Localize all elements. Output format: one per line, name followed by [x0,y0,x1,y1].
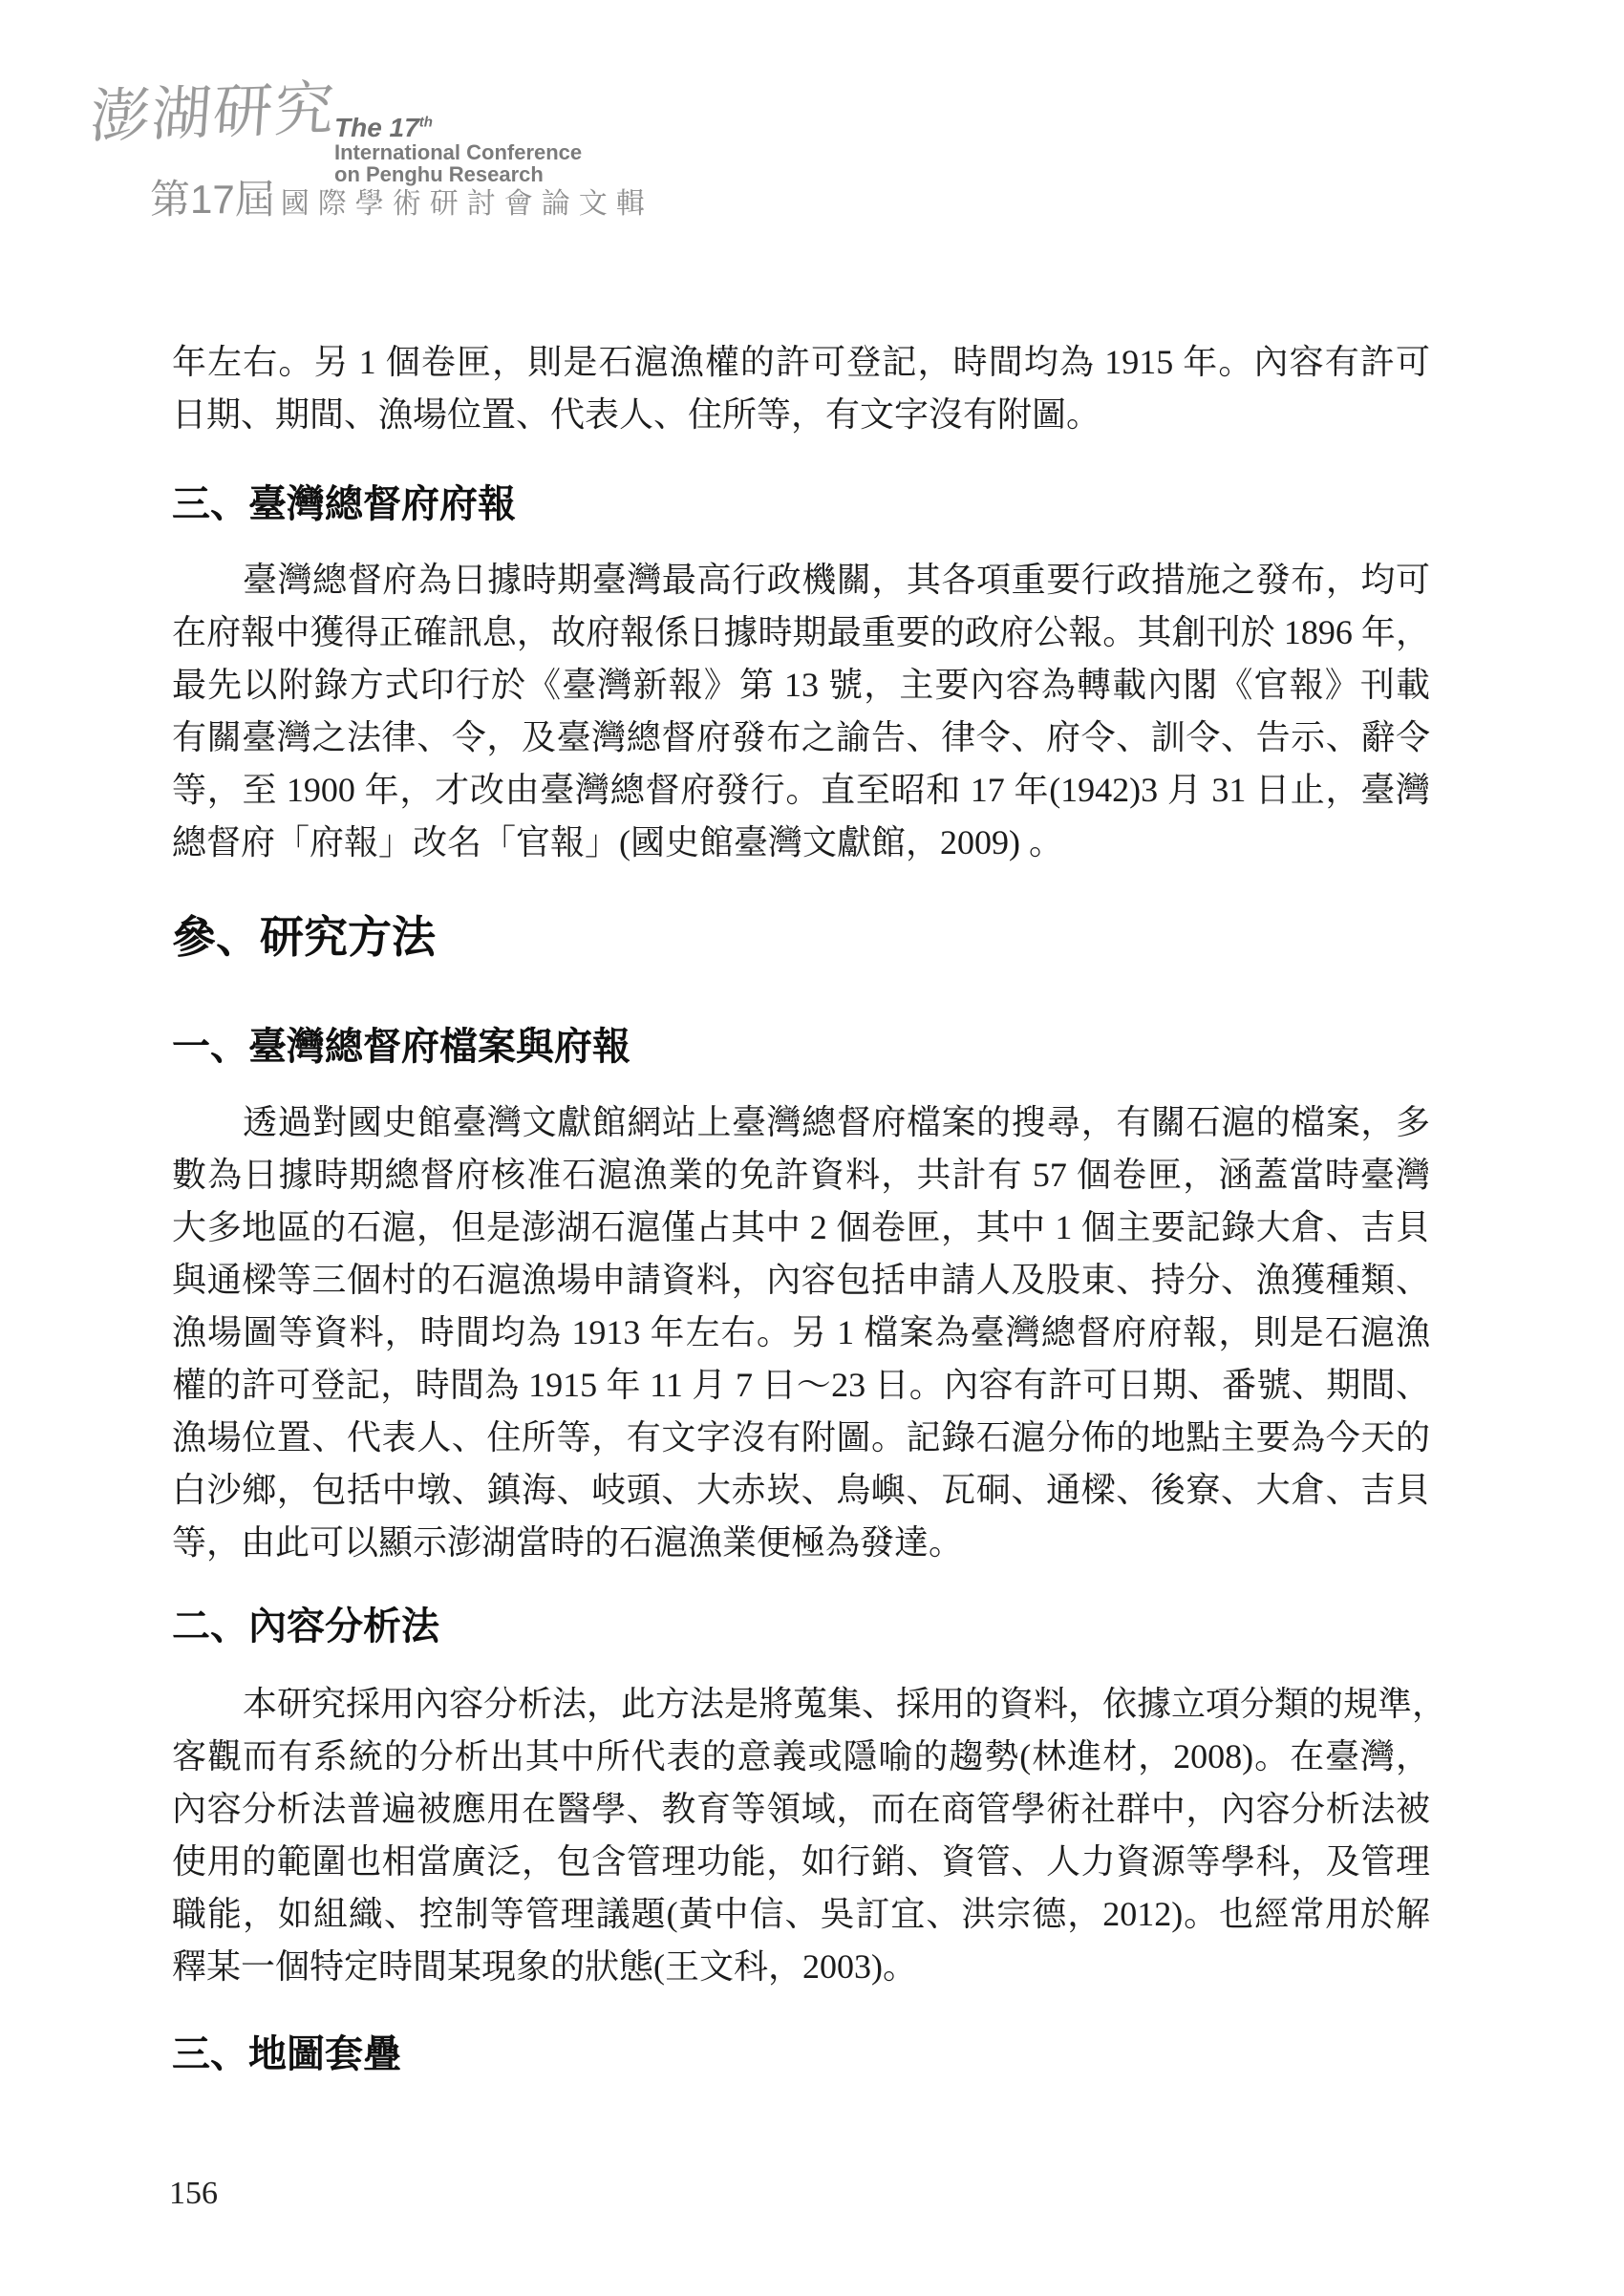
text-line: 日期、期間、漁場位置、代表人、住所等，有文字沒有附圖。 [172,395,1101,434]
section-heading-archives: 一、臺灣總督府檔案與府報 [172,1025,630,1068]
text-line: 漁場位置、代表人、住所等，有文字沒有附圖。記錄石滬分佈的地點主要為今天的 [172,1418,1430,1456]
logo-calligraphy-title: 澎湖研究 [88,76,338,151]
text-line: 臺灣總督府為日據時期臺灣最高行政機關，其各項重要行政措施之發布，均可 [243,561,1430,599]
section-heading-content-analysis: 二、內容分析法 [172,1605,439,1648]
paragraph-fu-bao [172,554,1430,869]
text-line: 白沙鄉，包括中墩、鎮海、岐頭、大赤崁、鳥嶼、瓦硐、通樑、後寮、大倉、吉貝 [172,1471,1430,1509]
logo-conference-zh: 國際學術研討會論文輯 [280,188,653,220]
text-line: 客觀而有系統的分析出其中所代表的意義或隱喻的趨勢(林進材，2008)。在臺灣， [172,1737,1430,1775]
section-heading-fu-bao: 三、臺灣總督府府報 [172,482,516,525]
text-line: 最先以附錄方式印行於《臺灣新報》第 13 號，主要內容為轉載內閣《官報》刊載 [172,666,1430,704]
text-line: 數為日據時期總督府核准石滬漁業的免許資料，共計有 57 個卷匣，涵蓋當時臺灣 [172,1156,1430,1194]
text-line: 與通樑等三個村的石滬漁場申請資料，內容包括申請人及股東、持分、漁獲種類、 [172,1261,1430,1299]
text-line: 釋某一個特定時間某現象的狀態(王文科，2003)。 [172,1947,917,1986]
text-line: 總督府「府報」改名「官報」(國史館臺灣文獻館，2009) 。 [172,823,1063,861]
text-line: 大多地區的石滬，但是澎湖石滬僅占其中 2 個卷匣，其中 1 個主要記錄大倉、吉貝 [172,1208,1430,1246]
text-line: 使用的範圍也相當廣泛，包含管理功能，如行銷、資管、人力資源等學科，及管理 [172,1842,1430,1881]
logo-edition-en-main: The 17 [334,113,419,142]
text-line: 職能，如組織、控制等管理議題(黃中信、吳訂宜、洪宗德，2012)。也經常用於解 [172,1895,1430,1933]
text-line: 透過對國史館臺灣文獻館網站上臺灣總督府檔案的搜尋，有關石滬的檔案，多 [243,1103,1430,1141]
chapter-heading-research-methods: 參、研究方法 [172,913,436,962]
logo-edition-en-sup: th [418,114,433,131]
paragraph-continuation [172,336,1430,441]
paragraph-content-analysis [172,1678,1447,1993]
page-number: 156 [169,2176,218,2211]
text-line: 本研究採用內容分析法，此方法是將蒐集、採用的資料，依據立項分類的規準， [243,1685,1447,1723]
text-line: 有關臺灣之法律、令，及臺灣總督府發布之諭告、律令、府令、訓令、告示、辭令 [172,718,1430,756]
logo-conference-en-line2: on Penghu Research [334,162,544,187]
paragraph-archives [172,1096,1430,1569]
text-line: 在府報中獲得正確訊息，故府報係日據時期最重要的政府公報。其創刊於 1896 年， [172,613,1430,651]
text-column [172,0,1447,2078]
text-line: 權的許可登記，時間為 1915 年 11 月 7 日～23 日。內容有許可日期、番號、期間、 [172,1366,1430,1404]
text-line: 等，至 1900 年，才改由臺灣總督府發行。直至昭和 17 年(1942)3 月 31 日止，臺灣 [172,771,1430,809]
section-heading-map-overlay: 三、地圖套疊 [172,2032,401,2075]
text-line: 年左右。另 1 個卷匣，則是石滬漁權的許可登記，時間均為 1915 年。內容有許可 [172,343,1430,381]
text-line: 漁場圖等資料，時間均為 1913 年左右。另 1 檔案為臺灣總督府府報，則是石滬漁 [172,1313,1430,1351]
logo-edition-zh: 第17屆 [150,177,275,222]
text-line: 內容分析法普遍被應用在醫學、教育等領域，而在商管學術社群中，內容分析法被 [172,1790,1430,1828]
logo-conference-en-line1: International Conference [334,140,583,164]
text-line: 等，由此可以顯示澎湖當時的石滬漁業便極為發達。 [172,1523,964,1562]
